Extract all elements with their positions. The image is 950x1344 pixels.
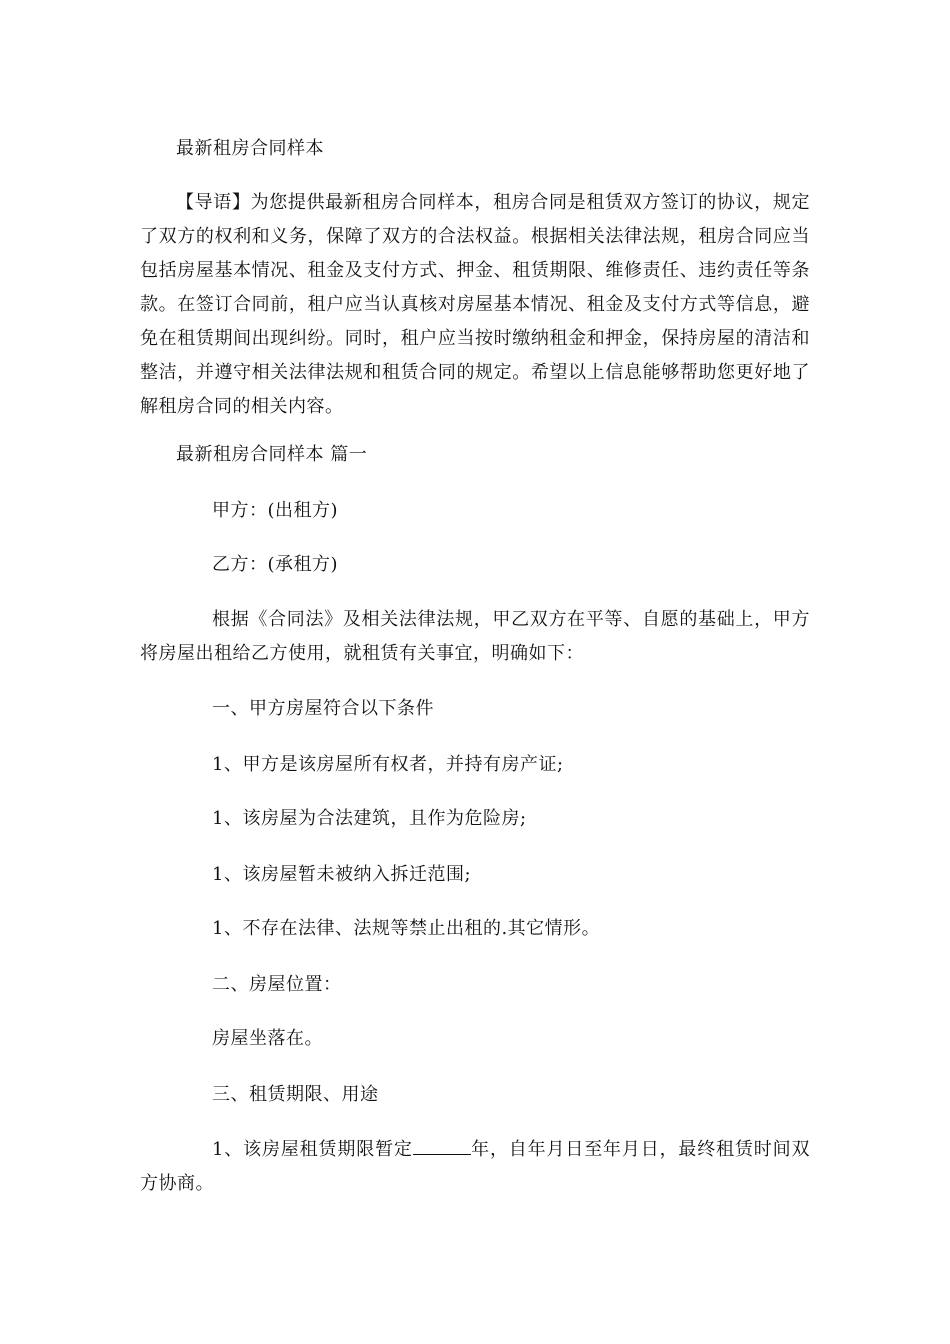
clause1-item: 1、甲方是该房屋所有权者，并持有房产证; bbox=[212, 754, 564, 775]
clause3-item1-text-after: 年，自年月日至年月日，最终租赁时间双方协商。 bbox=[140, 1139, 810, 1194]
term-blank-field bbox=[413, 1136, 471, 1155]
document-title: 最新租房合同样本 bbox=[176, 138, 324, 159]
clause2-title: 二、房屋位置： bbox=[212, 974, 342, 995]
party-a-line: 甲方：(出租方) bbox=[212, 500, 339, 521]
party-b-line: 乙方：(承租方) bbox=[212, 554, 339, 575]
clause3-item1 bbox=[140, 1133, 810, 1201]
clause1-item: 1、该房屋为合法建筑，且作为危险房; bbox=[212, 808, 527, 829]
clause3-item1-text-before: 1、该房屋租赁期限暂定 bbox=[212, 1139, 413, 1160]
clause1-item: 1、不存在法律、法规等禁止出租的.其它情形。 bbox=[212, 918, 601, 939]
preamble-paragraph: 根据《合同法》及相关法律法规，甲乙双方在平等、自愿的基础上，甲方将房屋出租给乙方使用，就租赁有关事宜，明确如下： bbox=[140, 609, 810, 664]
intro-paragraph: 【导语】为您提供最新租房合同样本，租房合同是租赁双方签订的协议，规定了双方的权利和义务，保障了双方的合法权益。根据相关法律法规，租房合同应当包括房屋基本情况、租金及支付方式、押金、租赁期限、维修责任、违约责任等条款。在签订合同前，租户应当认真核对房屋基本情况、租金及支付方式等信息，避免在租赁期间出现纠纷。同时，租户应当按时缴纳租金和押金，保持房屋的清洁和整洁，并遵守相关法律法规和租赁合同的规定。希望以上信息能够帮助您更好地了解租房合同的相关内容。 bbox=[140, 192, 810, 417]
clause2-text: 房屋坐落在。 bbox=[212, 1028, 323, 1049]
clause1-item: 1、该房屋暂未被纳入拆迁范围; bbox=[212, 864, 472, 885]
clause1-title: 一、甲方房屋符合以下条件 bbox=[212, 698, 434, 719]
clause3-title: 三、租赁期限、用途 bbox=[212, 1084, 379, 1105]
section-title: 最新租房合同样本 篇一 bbox=[176, 444, 368, 465]
